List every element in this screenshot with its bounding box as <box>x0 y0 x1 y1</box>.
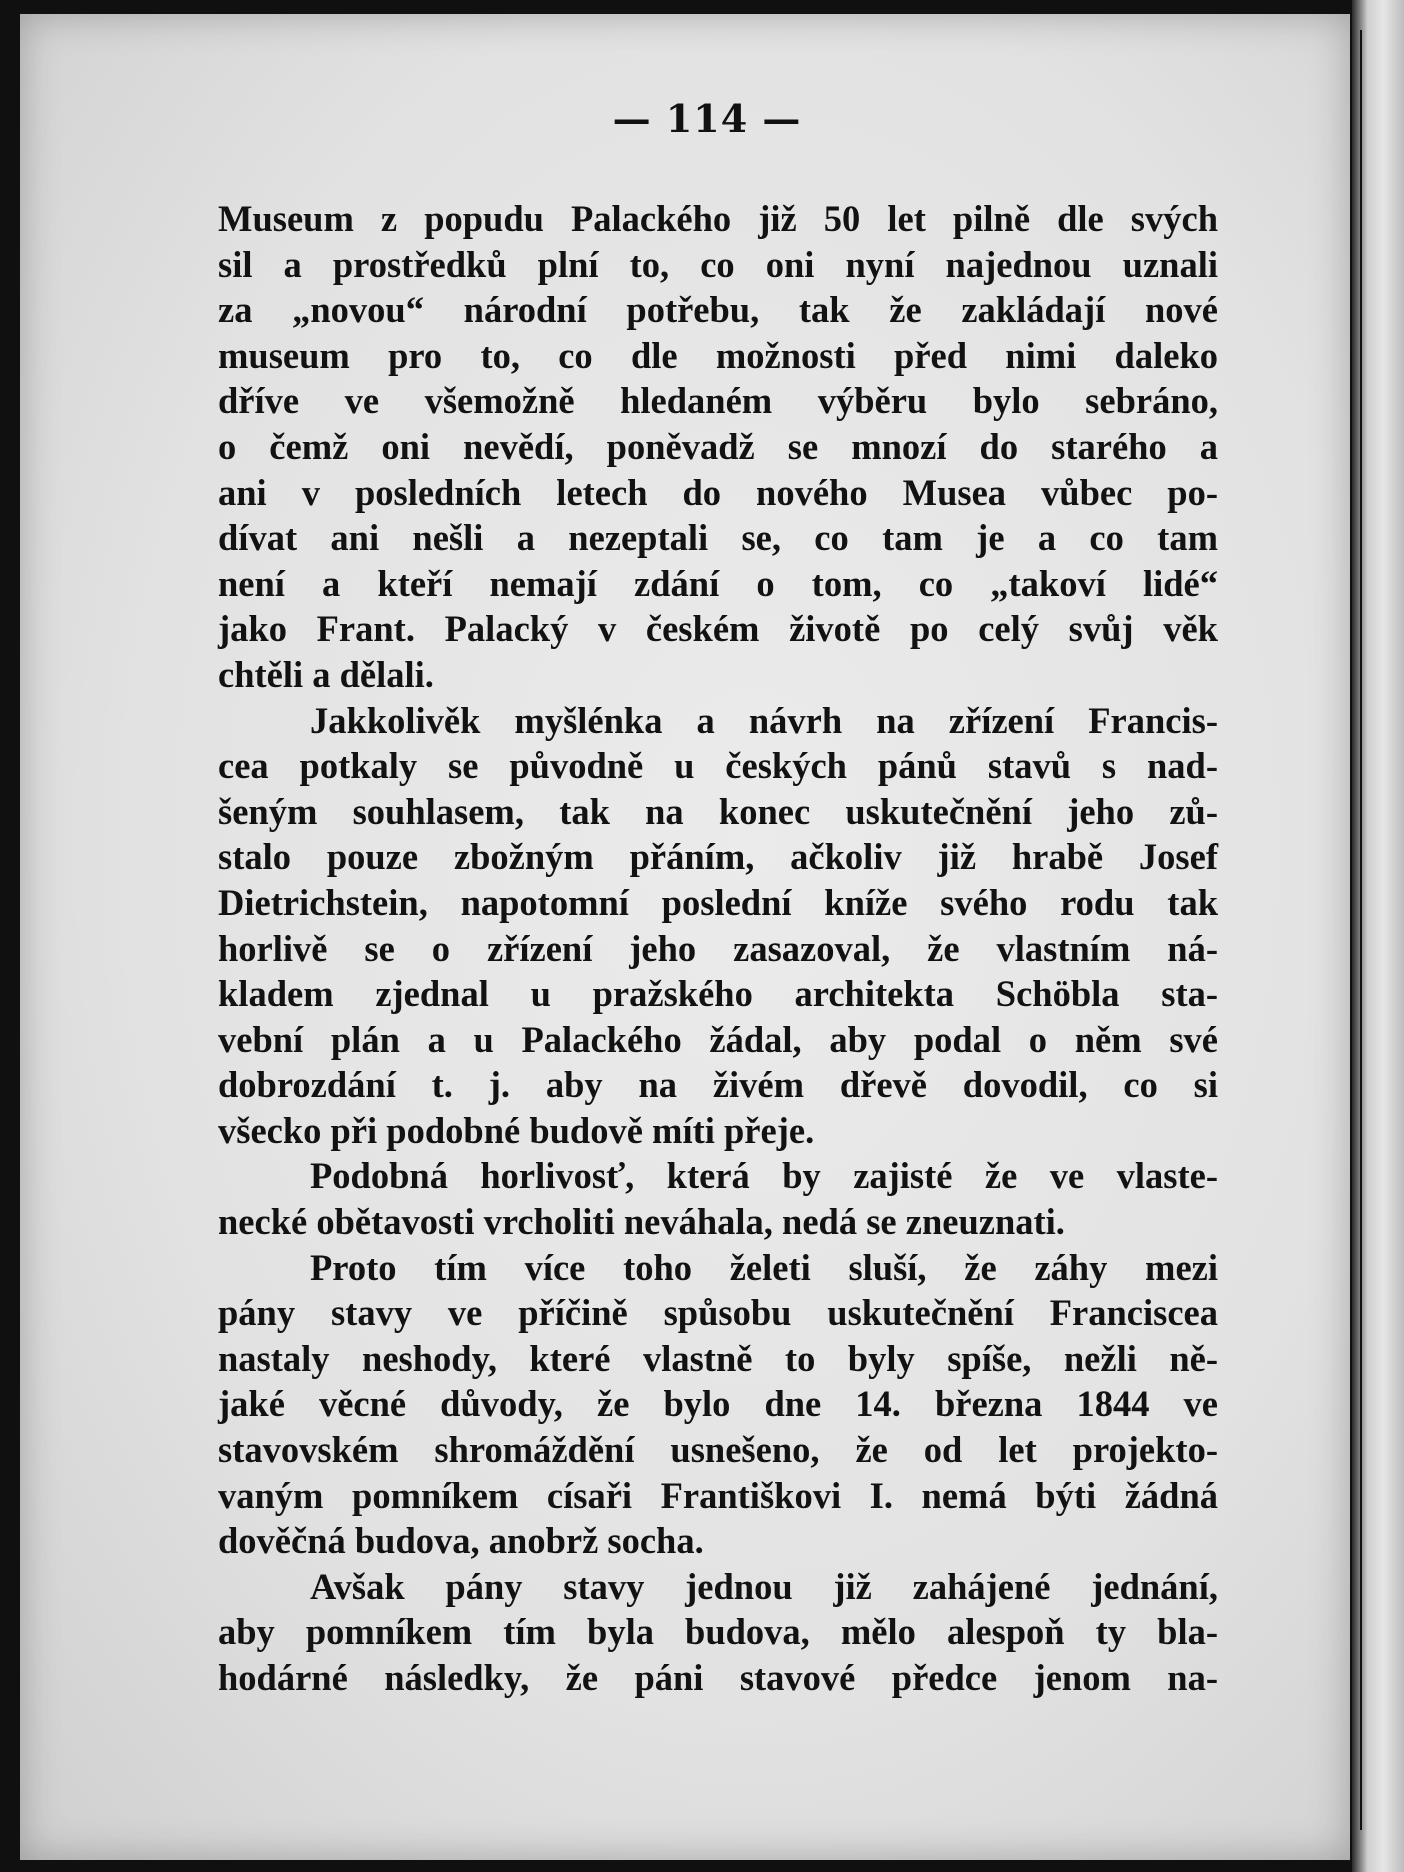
text-line: dříve ve všemožně hledaném výběru bylo sebráno, <box>218 380 1218 422</box>
text-line: vební plán a u Palackého žádal, aby podal o něm své <box>218 1018 1218 1060</box>
body-text <box>218 196 1218 1701</box>
text-line: stavovském shromáždění usnešeno, že od let projekto- <box>218 1429 1218 1471</box>
text-line: o čemž oni nevědí, poněvadž se mnozí do starého a <box>218 425 1218 467</box>
text-line: aby pomníkem tím byla budova, mělo alespoň ty bla- <box>218 1611 1218 1653</box>
text-line: museum pro to, co dle možnosti před nimi daleko <box>218 334 1218 376</box>
page-number: — 114 — <box>612 96 802 141</box>
text-line: chtěli a dělali. <box>218 653 434 695</box>
text-line: ani v posledních letech do nového Musea vůbec po- <box>218 471 1218 513</box>
text-line: pány stavy ve příčině spůsobu uskutečnění Franciscea <box>218 1292 1218 1334</box>
text-line: Podobná horlivosť, která by zajisté že ve vlaste- <box>310 1155 1218 1197</box>
text-line: stalo pouze zbožným přáním, ačkoliv již hrabě Josef <box>218 836 1218 878</box>
text-line: vaným pomníkem císaři Františkovi I. nemá býti žádná <box>218 1474 1218 1516</box>
text-line: není a kteří nemají zdání o tom, co „takoví lidé“ <box>218 562 1218 604</box>
text-line: Jakkolivěk myšlénka a návrh na zřízení Francis- <box>310 699 1218 741</box>
text-line: kladem zjednal u pražského architekta Schöbla sta- <box>218 973 1218 1015</box>
paragraph <box>218 196 1218 698</box>
text-line: Avšak pány stavy jednou již zahájené jednání, <box>310 1565 1218 1607</box>
text-line: sil a prostředků plní to, co oni nyní najednou uznali <box>218 243 1218 285</box>
text-line: dověčná budova, anobrž socha. <box>218 1520 704 1562</box>
text-line: jako Frant. Palacký v českém životě po celý svůj věk <box>218 608 1218 650</box>
text-line: všecko při podobné budově míti přeje. <box>218 1109 815 1151</box>
text-line: hodárné následky, že páni stavové předce jenom na- <box>218 1657 1218 1698</box>
text-line: necké obětavosti vrcholiti neváhala, nedá se zneuznati. <box>218 1201 1065 1243</box>
page-edge-shadow <box>1360 30 1362 1830</box>
text-line: cea potkaly se původně u českých pánů stavů s nad- <box>218 745 1218 787</box>
paragraph <box>218 1153 1218 1244</box>
text-line: Museum z popudu Palackého již 50 let pilně dle svých <box>218 198 1218 239</box>
text-line: Dietrichstein, napotomní poslední kníže svého rodu tak <box>218 881 1218 923</box>
paragraph <box>218 1564 1218 1701</box>
paragraph <box>218 1245 1218 1564</box>
text-line: jaké věcné důvody, že bylo dne 14. března 1844 ve <box>218 1383 1218 1425</box>
paragraph <box>218 698 1218 1154</box>
text-line: za „novou“ národní potřebu, tak že zakládají nové <box>218 289 1218 331</box>
text-line: dobrozdání t. j. aby na živém dřevě dovodil, co si <box>218 1064 1218 1106</box>
text-line: nastaly neshody, které vlastně to byly spíše, nežli ně- <box>218 1337 1218 1379</box>
text-line: horlivě se o zřízení jeho zasazoval, že vlastním ná- <box>218 927 1218 969</box>
text-line: Proto tím více toho želeti sluší, že záhy mezi <box>310 1246 1218 1288</box>
text-line: dívat ani nešli a nezeptali se, co tam je a co tam <box>218 517 1218 559</box>
text-line: šeným souhlasem, tak na konec uskutečnění jeho zů- <box>218 790 1218 832</box>
